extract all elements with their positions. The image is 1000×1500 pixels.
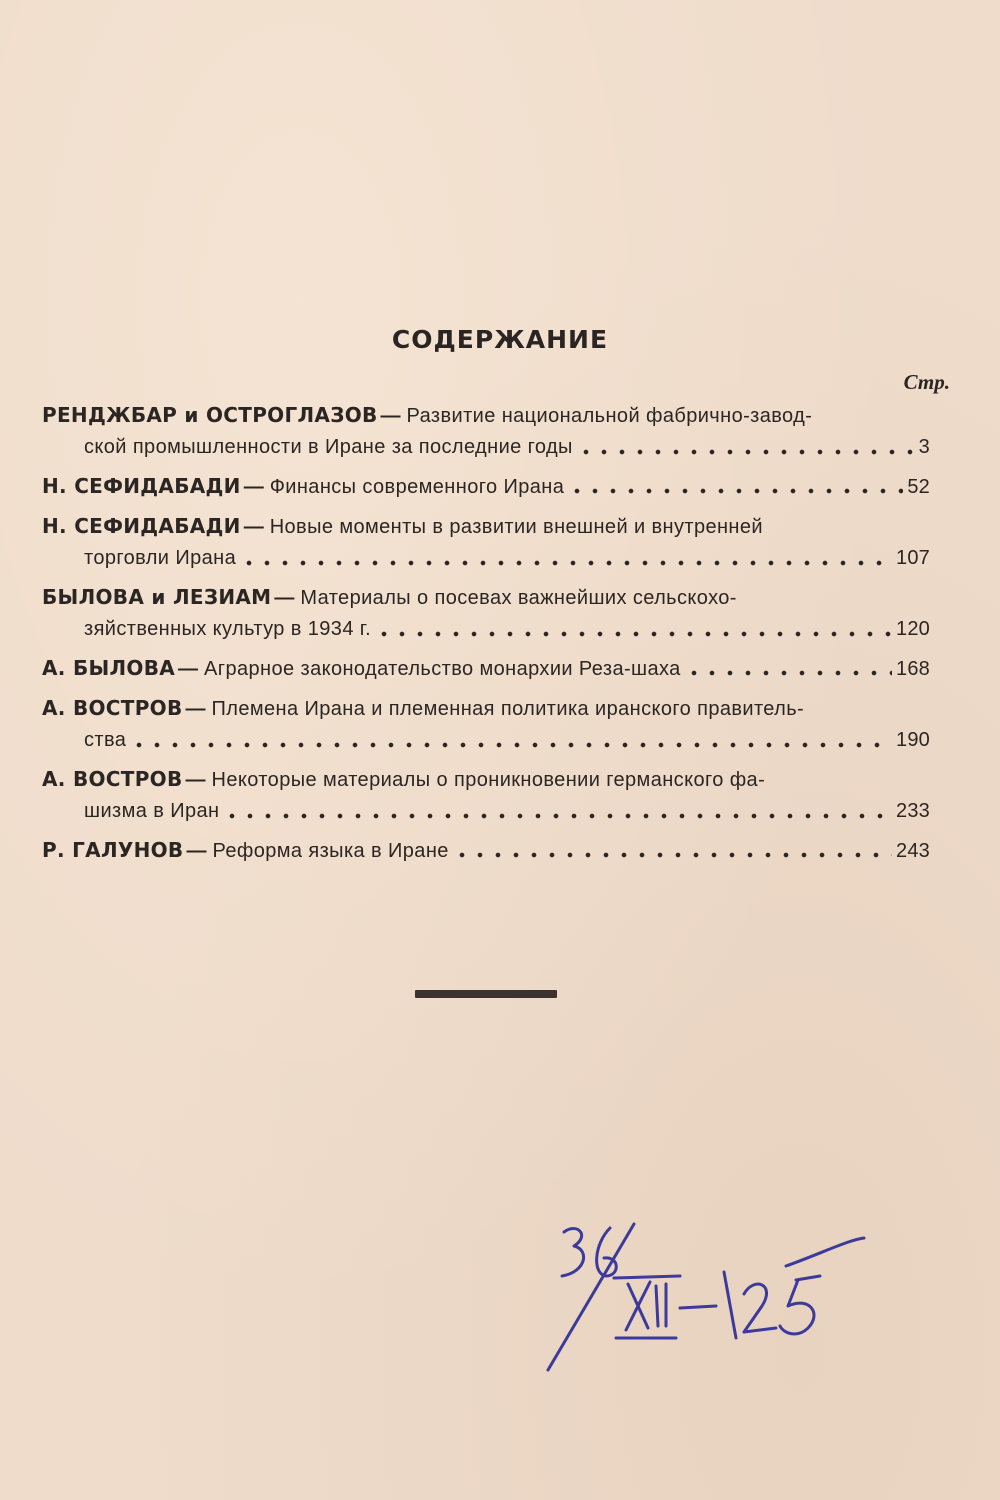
- toc-author: Н. СЕФИДАБАДИ: [42, 474, 241, 498]
- toc-entry: [42, 693, 930, 756]
- toc-title-continued: шизма в Иран: [84, 800, 220, 822]
- toc-page-number: 243: [896, 840, 930, 862]
- dot-leader: [223, 813, 892, 819]
- toc-author: А. БЫЛОВА: [42, 656, 176, 680]
- toc-entry-line: [42, 796, 930, 827]
- toc-author: Р. ГАЛУНОВ: [42, 838, 184, 862]
- toc-entry: [42, 400, 930, 463]
- toc-page-number: 233: [896, 800, 930, 822]
- toc-dash: —: [274, 587, 295, 609]
- contents-heading: СОДЕРЖАНИЕ: [391, 325, 609, 354]
- dot-leader: [130, 742, 892, 748]
- toc-page-number: 168: [896, 658, 930, 680]
- toc-page-number: 190: [896, 729, 930, 751]
- toc-entry: [42, 653, 930, 685]
- toc-entry: [42, 835, 930, 867]
- toc-entry: [42, 582, 930, 645]
- toc-title: Новые моменты в развитии внешней и внутренней: [269, 516, 763, 538]
- dot-leader: [685, 670, 892, 676]
- toc-title: Развитие национальной фабрично-завод-: [406, 405, 813, 427]
- handwritten-note: [530, 1210, 870, 1380]
- toc-entry-line: [42, 543, 930, 574]
- toc-entry: [42, 764, 930, 827]
- dot-leader: [375, 631, 892, 637]
- toc-author: РЕНДЖБАР и ОСТРОГЛАЗОВ: [42, 403, 378, 427]
- dot-leader: [453, 852, 892, 858]
- toc-entry-line: [42, 614, 930, 645]
- toc-dash: —: [186, 840, 207, 862]
- toc-title: Аграрное законодательство монархии Реза-шаха: [204, 658, 681, 680]
- toc-title: Реформа языка в Иране: [212, 840, 449, 862]
- toc-entry: [42, 471, 930, 503]
- toc-entry-line: [42, 471, 930, 503]
- toc-title: Некоторые материалы о проникновении германского фа-: [211, 769, 766, 791]
- toc-title-continued: зяйственных культур в 1934 г.: [84, 618, 372, 640]
- toc-entry-line: [42, 582, 930, 614]
- divider-rule: [415, 990, 557, 998]
- dot-leader: [577, 449, 915, 455]
- toc-entry-line: [42, 835, 930, 867]
- dot-leader: [568, 488, 903, 494]
- toc-dash: —: [243, 516, 264, 538]
- toc-title: Финансы современного Ирана: [269, 476, 565, 498]
- toc-entry-line: [42, 764, 930, 796]
- toc-dash: —: [185, 698, 206, 720]
- toc-entry-line: [42, 400, 930, 432]
- toc-entry-line: [42, 725, 930, 756]
- toc-entry-line: [42, 432, 930, 463]
- toc-dash: —: [243, 476, 264, 498]
- toc-entry-line: [42, 693, 930, 725]
- toc-entry: [42, 511, 930, 574]
- toc-title-continued: ства: [84, 729, 127, 751]
- toc-dash: —: [380, 405, 401, 427]
- table-of-contents: [42, 400, 930, 875]
- toc-title-continued: ской промышленности в Иране за последние годы: [84, 436, 573, 458]
- toc-title-continued: торговли Ирана: [84, 547, 237, 569]
- toc-author: БЫЛОВА и ЛЕЗИАМ: [42, 585, 272, 609]
- toc-dash: —: [178, 658, 199, 680]
- toc-author: А. ВОСТРОВ: [42, 767, 183, 791]
- toc-page-number: 120: [896, 618, 930, 640]
- toc-dash: —: [185, 769, 206, 791]
- toc-title: Племена Ирана и племенная политика иранского правитель-: [211, 698, 805, 720]
- page-column-label: Стр.: [903, 370, 950, 394]
- toc-title: Материалы о посевах важнейших сельскохо-: [300, 587, 737, 609]
- toc-author: А. ВОСТРОВ: [42, 696, 183, 720]
- toc-page-number: 107: [896, 547, 930, 569]
- toc-author: Н. СЕФИДАБАДИ: [42, 514, 241, 538]
- toc-entry-line: [42, 653, 930, 685]
- toc-entry-line: [42, 511, 930, 543]
- dot-leader: [240, 560, 892, 566]
- toc-page-number: 52: [907, 476, 930, 498]
- toc-page-number: 3: [918, 436, 930, 458]
